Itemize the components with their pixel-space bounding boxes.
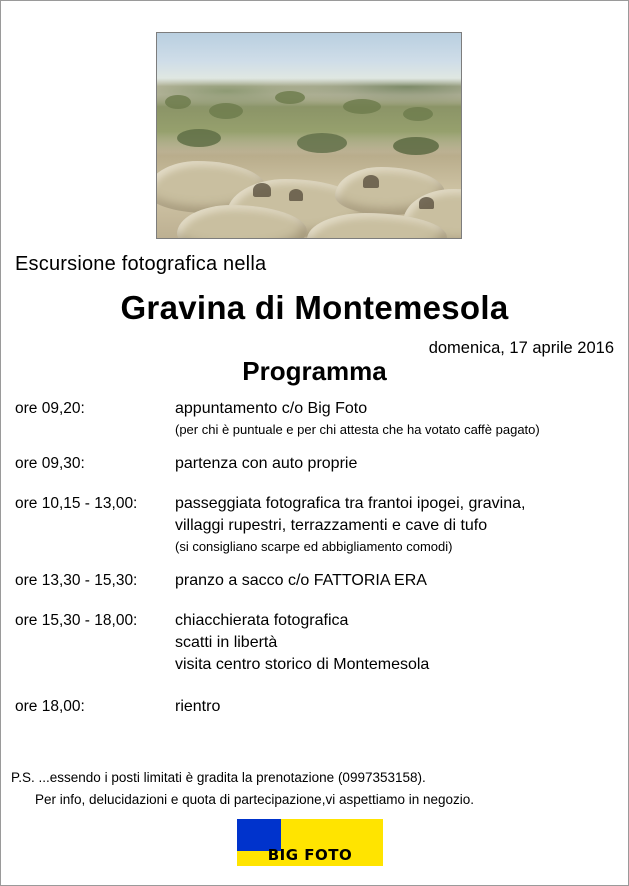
photo-image (157, 33, 461, 238)
schedule-line: pranzo a sacco c/o FATTORIA ERA (175, 572, 427, 589)
postscript-line-2: Per info, delucidazioni e quota di partecipazione,vi aspettiamo in negozio. (35, 792, 475, 807)
big-foto-logo (237, 819, 383, 866)
schedule-time: ore 10,15 - 13,00: (15, 495, 138, 512)
schedule-note: (per chi è puntuale e per chi attesta che ha votato caffè pagato) (175, 422, 540, 437)
schedule-time: ore 09,30: (15, 455, 85, 472)
schedule-desc (175, 610, 616, 676)
schedule-desc (175, 453, 616, 475)
list-item (15, 570, 616, 592)
logo-label: BIG FOTO (267, 846, 353, 864)
schedule-desc (175, 570, 616, 592)
program-heading: Programma (242, 356, 387, 386)
schedule-desc (175, 493, 616, 556)
schedule-line: appuntamento c/o Big Foto (175, 400, 368, 417)
schedule-line: passeggiata fotografica tra frantoi ipogei, gravina, (175, 495, 526, 512)
intro-line: Escursione fotografica nella (15, 253, 267, 275)
schedule-note: (si consigliano scarpe ed abbigliamento comodi) (175, 539, 453, 554)
schedule-desc (175, 398, 616, 439)
list-item (15, 453, 616, 475)
landscape-photo (156, 32, 462, 239)
list-item (15, 610, 616, 676)
schedule-line: villaggi rupestri, terrazzamenti e cave di tufo (175, 517, 488, 534)
schedule-line: partenza con auto proprie (175, 455, 358, 472)
schedule-line: chiacchierata fotografica (175, 612, 349, 629)
schedule-line: visita centro storico di Montemesola (175, 656, 430, 673)
schedule-time: ore 15,30 - 18,00: (15, 612, 138, 629)
schedule-desc (175, 696, 616, 718)
schedule-list (15, 398, 616, 732)
schedule-time: ore 18,00: (15, 698, 85, 715)
schedule-line: scatti in libertà (175, 634, 278, 651)
postscript (11, 767, 474, 811)
schedule-time: ore 09,20: (15, 400, 85, 417)
list-item (15, 493, 616, 556)
schedule-time: ore 13,30 - 15,30: (15, 572, 138, 589)
list-item (15, 696, 616, 718)
list-item (15, 398, 616, 439)
event-date: domenica, 17 aprile 2016 (428, 339, 614, 357)
postscript-line-1: P.S. ...essendo i posti limitati è gradita la prenotazione (0997353158). (11, 770, 426, 785)
schedule-line: rientro (175, 698, 221, 715)
page-title: Gravina di Montemesola (120, 289, 509, 326)
